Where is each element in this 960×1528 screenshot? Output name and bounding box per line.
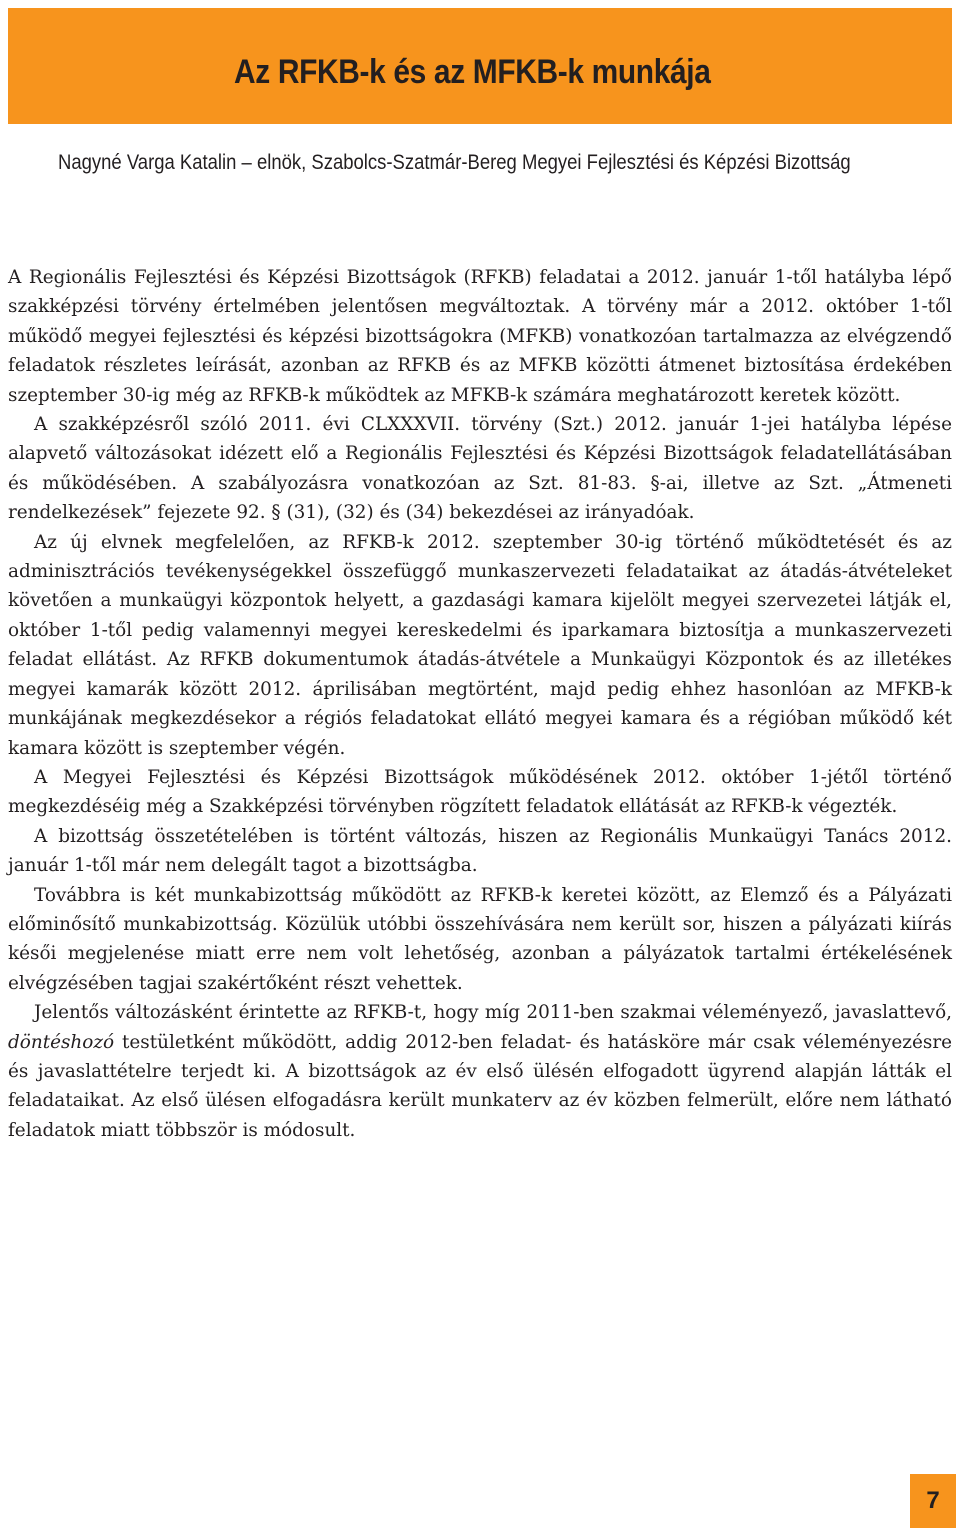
author-byline: Nagyné Varga Katalin – elnök, Szabolcs-Szatmár-Bereg Megyei Fejlesztési és Képzési Bizottság (58, 151, 851, 174)
page-title: Az RFKB-k és az MFKB-k munkája (234, 53, 711, 91)
paragraph-7 (8, 998, 952, 1145)
title-banner (8, 8, 952, 124)
paragraph-7-emphasis: döntéshozó (8, 1031, 115, 1053)
page-number-badge: 7 (910, 1474, 956, 1528)
paragraph-7-end: testületként működött, addig 2012-ben feladat- és hatásköre már csak véleményezésre és javaslattételre terjedt ki. A bizottságok az év első ülésén elfogadott ügyrend alapján látták el feladataikat. Az első ülésen elfogadásra került munkaterv az év közben felmerült, előre nem látható feladatok miatt többször is módosult. (8, 1031, 952, 1141)
paragraph-6: Továbbra is két munkabizottság működött az RFKB-k keretei között, az Elemző és a Pályázati előminősítő munkabizottság. Közülük utóbbi összehívására nem került sor, hiszen a pályázati kiírás késői megjelenése miatt erre nem volt lehetőség, azonban a pályázatok tartalmi értékelésének elvégzésében tagjai szakértőként részt vehettek. (8, 884, 952, 994)
paragraph-3: Az új elvnek megfelelően, az RFKB-k 2012. szeptember 30-ig történő működtetését és az adminisztrációs tevékenységekkel összefüggő munkaszervezeti feladataikat az átadás-átvételeket követően a munkaügyi központok helyett, a gazdasági kamara kijelölt megyei szervezetei látják el, október 1-től pedig valamennyi megyei kereskedelmi és iparkamara biztosítja a munkaszervezeti feladat ellátást. Az RFKB dokumentumok átadás-átvétele a Munkaügyi Központok és az illetékes megyei kamarák között 2012. áprilisában megtörtént, majd pedig ehhez hasonlóan az MFKB-k munkájának megkezdésekor a régiós feladatokat ellátó megyei kamara és a régióban működő két kamara között is szeptember végén. (8, 531, 952, 759)
paragraph-2: A szakképzésről szóló 2011. évi CLXXXVII. törvény (Szt.) 2012. január 1-jei hatályba lépése alapvető változásokat idézett elő a Regionális Fejlesztési és Képzési Bizottságok feladatellátásában és működésében. A szabályozásra vonatkozóan az Szt. 81-83. §-ai, illetve az Szt. „Átmeneti rendelkezések” fejezete 92. § (31), (32) és (34) bekezdései az irányadóak. (8, 414, 952, 524)
paragraph-5: A bizottság összetételében is történt változás, hiszen az Regionális Munkaügyi Tanács 2012. január 1-től már nem delegált tagot a bizottságba. (8, 825, 952, 877)
paragraph-7-start: Jelentős változásként érintette az RFKB-t, hogy míg 2011-ben szakmai véleményező, javaslattevő, (34, 1002, 952, 1024)
paragraph-4: A Megyei Fejlesztési és Képzési Bizottságok működésének 2012. október 1-jétől történő megkezdéséig még a Szakképzési törvényben rögzített feladatok ellátását az RFKB-k végezték. (8, 766, 952, 818)
paragraph-1: A Regionális Fejlesztési és Képzési Bizottságok (RFKB) feladatai a 2012. január 1-től hatályba lépő szakképzési törvény értelmében jelentősen megváltoztak. A törvény már a 2012. október 1-től működő megyei fejlesztési és képzési bizottságokra (MFKB) vonatkozóan tartalmazza az elvégzendő feladatok részletes leírását, azonban az RFKB és az MFKB közötti átmenet biztosítása érdekében szeptember 30-ig még az RFKB-k működtek az MFKB-k számára meghatározott keretek között. (8, 267, 952, 406)
article-body (8, 263, 952, 1145)
